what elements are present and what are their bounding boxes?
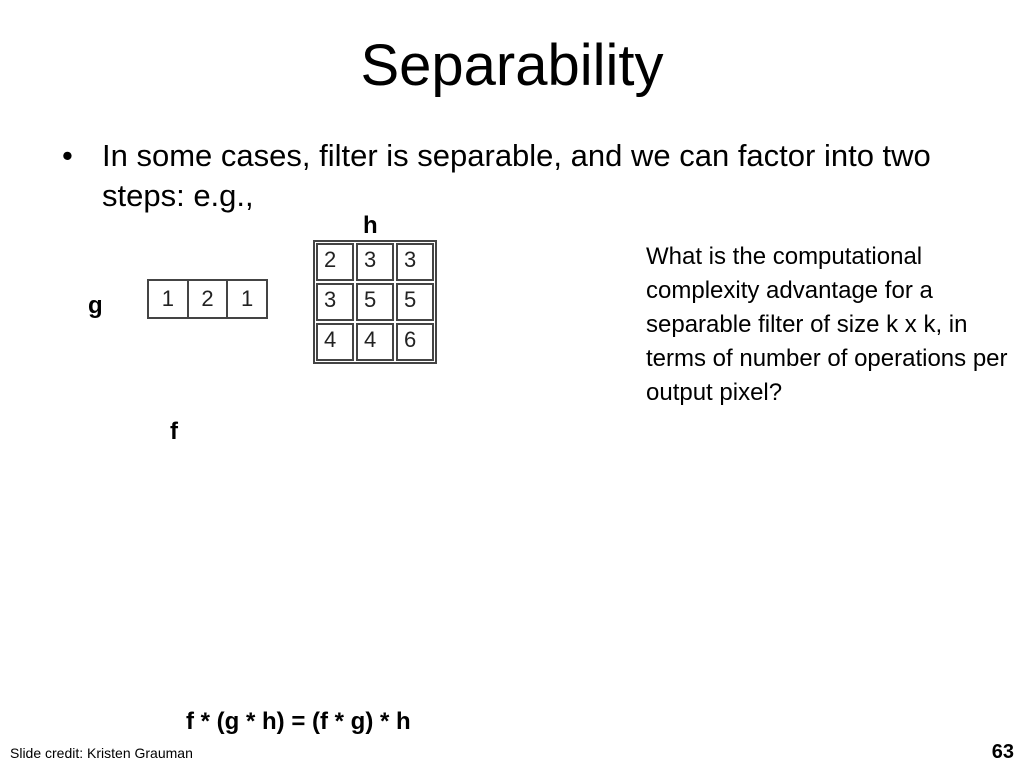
bullet-text: In some cases, filter is separable, and we can factor into two steps: e.g., xyxy=(102,138,931,213)
h-filter-cell: 3 xyxy=(396,243,434,281)
h-filter-cell: 3 xyxy=(316,283,354,321)
label-h: h xyxy=(363,212,378,239)
g-filter-cell: 2 xyxy=(189,281,229,317)
h-filter-cell: 2 xyxy=(316,243,354,281)
h-filter-cell: 4 xyxy=(316,323,354,361)
g-filter xyxy=(147,279,268,319)
h-filter-cell: 3 xyxy=(356,243,394,281)
h-filter-cell: 6 xyxy=(396,323,434,361)
slide-title: Separability xyxy=(360,33,664,98)
h-filter xyxy=(313,240,437,364)
slide-credit: Slide credit: Kristen Grauman xyxy=(10,745,193,761)
h-filter-cell: 4 xyxy=(356,323,394,361)
page-number: 63 xyxy=(991,741,1014,763)
g-filter-cell: 1 xyxy=(149,281,189,317)
question-text: What is the computational complexity advantage for a separable filter of size k x k, in terms of number of operations per output pixel? xyxy=(646,243,1008,406)
g-filter-cell: 1 xyxy=(241,286,254,311)
h-filter-cell: 5 xyxy=(396,283,434,321)
label-g: g xyxy=(88,292,103,319)
associativity-formula: f * (g * h) = (f * g) * h xyxy=(186,708,411,735)
bullet-marker: • xyxy=(62,138,73,173)
h-filter-cell: 5 xyxy=(356,283,394,321)
label-f: f xyxy=(170,418,178,445)
